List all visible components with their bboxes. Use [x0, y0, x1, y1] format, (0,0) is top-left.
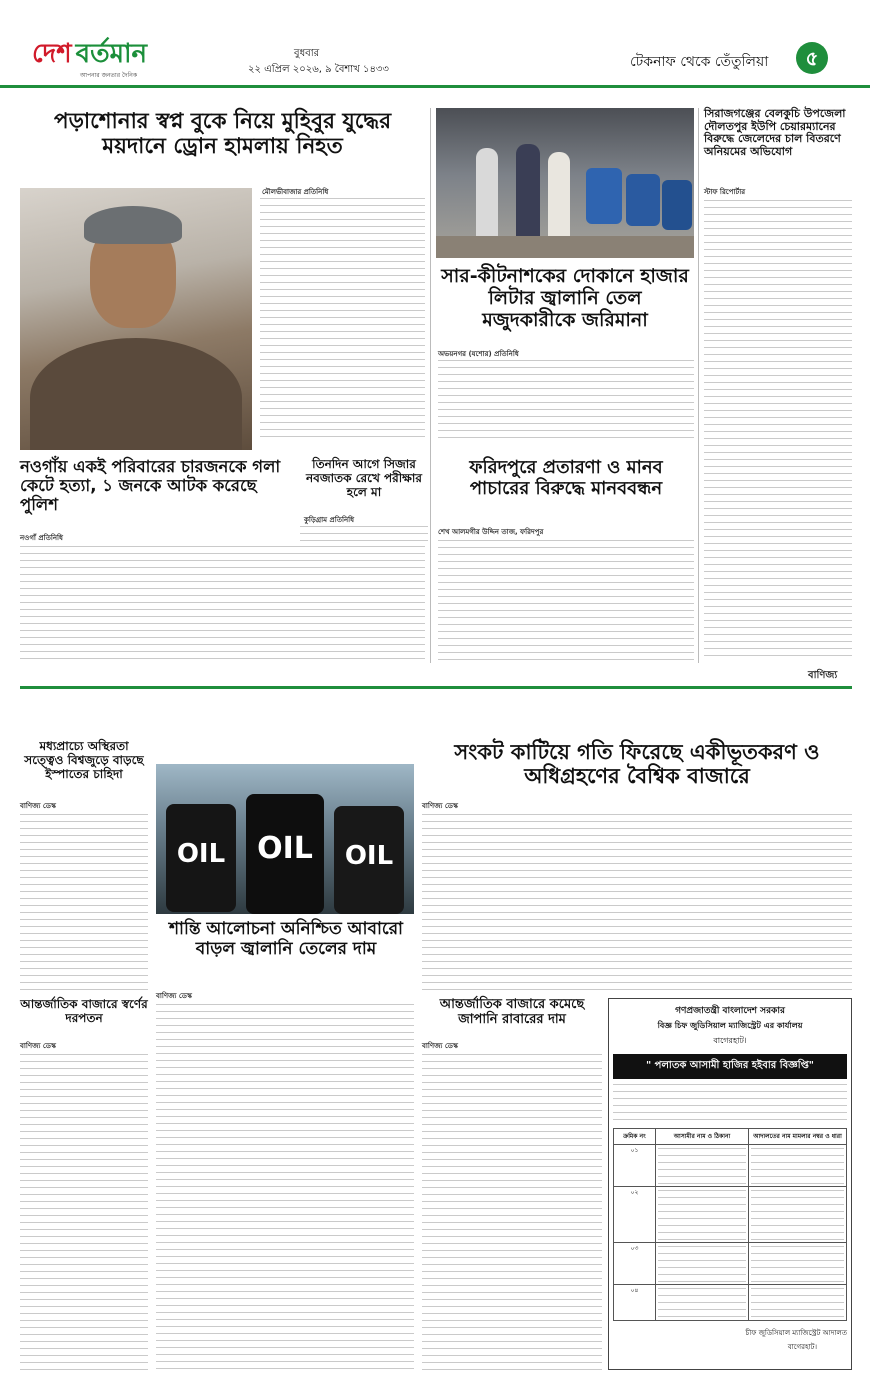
- notice-row-case: [749, 1187, 847, 1243]
- fuel-byline: অভয়নগর (যশোর) প্রতিনিধি: [438, 350, 519, 358]
- merger-body: [422, 814, 852, 990]
- table-row: [614, 1187, 847, 1243]
- steel-byline: বাণিজ্য ডেস্ক: [20, 802, 56, 810]
- oil-body: [156, 1004, 414, 1370]
- fuel-headline: সার-কীটনাশকের দোকানে হাজার লিটার জ্বালানি তেল মজুদকারীকে জরিমানা: [441, 265, 689, 331]
- table-row: [614, 1145, 847, 1187]
- masthead: [0, 0, 870, 88]
- drum-2: [626, 174, 660, 226]
- notice-place: বাগেরহাট।: [713, 1036, 747, 1045]
- notice-row-serial: ০১: [614, 1145, 656, 1187]
- oil-barrel-1: [166, 804, 236, 912]
- notice-col-accused: আসামীর নাম ও ঠিকানা: [655, 1129, 748, 1145]
- notice-row-accused: [655, 1145, 748, 1187]
- muhibur-photo: [20, 188, 252, 450]
- gold-byline: বাণিজ্য ডেস্ক: [20, 1042, 56, 1050]
- notice-row-accused: [655, 1187, 748, 1243]
- notice-col-case: আদালতের নাম মামলার নম্বর ও ধারা: [749, 1129, 847, 1145]
- faridpur-headline: ফরিদপুরে প্রতারণা ও মানব পাচারের বিরুদ্ধে মানববন্ধন: [469, 457, 663, 499]
- notice-govt: গণপ্রজাতন্ত্রী বাংলাদেশ সরকার: [675, 1006, 785, 1016]
- notice-row-serial: ০২: [614, 1187, 656, 1243]
- faridpur-body: [438, 540, 694, 662]
- page-number-value: ৫: [805, 46, 819, 70]
- steel-body: [20, 814, 148, 990]
- person-cap: [84, 206, 182, 244]
- drum-3: [662, 180, 692, 230]
- fuel-photo: [436, 108, 694, 258]
- notice-row-case: [749, 1243, 847, 1285]
- court-notice: [608, 998, 852, 1370]
- col-rule-1: [430, 108, 431, 663]
- notice-body: [613, 1084, 847, 1124]
- notice-footer-place: বাগেরহাট।: [787, 1343, 817, 1351]
- person-2: [516, 144, 540, 240]
- oil-barrel-3-label: OIL: [344, 841, 394, 871]
- notice-table: [613, 1128, 847, 1321]
- kurigram-headline: তিনদিন আগে সিজার নবজাতক রেখে পরীক্ষার হলে মা: [306, 457, 422, 499]
- notice-title: " পলাতক আসামী হাজির হইবার বিজ্ঞপ্তি": [613, 1054, 847, 1079]
- muhibur-headline: পড়াশোনার স্বপ্ন বুকে নিয়ে মুহিবুর যুদ্ধের ময়দানে ড্রোন হামলায় নিহত: [53, 109, 392, 159]
- oil-headline: শান্তি আলোচনা অনিশ্চিত আবারো বাড়ল জ্বালানি তেলের দাম: [168, 919, 403, 959]
- merger-headline: সংকট কাটিয়ে গতি ফিরেছে একীভূতকরণ ও অধিগ্রহণের বৈশ্বিক বাজারে: [454, 740, 820, 789]
- notice-row-serial: ০৪: [614, 1285, 656, 1321]
- table-row: [614, 1243, 847, 1285]
- merger-byline: বাণিজ্য ডেস্ক: [422, 802, 458, 810]
- oil-barrel-2: [246, 794, 324, 914]
- sirajganj-byline: স্টাফ রিপোর্টার: [704, 188, 746, 196]
- oil-photo: [156, 764, 414, 914]
- oil-barrel-3: [334, 806, 404, 914]
- rubber-byline: বাণিজ্য ডেস্ক: [422, 1042, 458, 1050]
- rubber-body: [422, 1054, 602, 1370]
- section-title: টেকনাফ থেকে তেঁতুলিয়া: [630, 54, 769, 70]
- faridpur-byline: শেখ আলমগীর উদ্দিন তাজ, ফরিদপুর: [438, 528, 544, 536]
- newspaper-logo: [32, 40, 147, 68]
- section-label: বাণিজ্য: [808, 670, 838, 681]
- logo-part-2: বর্তমান: [75, 39, 148, 69]
- naogaon-headline: নওগাঁয় একই পরিবারের চারজনকে গলা কেটে হত্যা, ১ জনকে আটক করেছে পুলিশ: [20, 457, 281, 514]
- kurigram-byline: কুড়িগ্রাম প্রতিনিধি: [304, 516, 355, 524]
- notice-row-serial: ০৩: [614, 1243, 656, 1285]
- muhibur-body: [260, 198, 425, 442]
- issue-date: ২২ এপ্রিল ২০২৬, ৯ বৈশাখ ১৪৩৩: [248, 64, 389, 75]
- notice-footer-court: চীফ জুডিসিয়াল ম্যাজিস্ট্রেট আদালত: [745, 1329, 847, 1337]
- oil-byline: বাণিজ্য ডেস্ক: [156, 992, 192, 1000]
- masthead-rule: [0, 85, 870, 88]
- gold-body: [20, 1054, 148, 1370]
- notice-row-accused: [655, 1285, 748, 1321]
- issue-day: বুধবার: [294, 48, 320, 59]
- muhibur-byline: মৌলভীবাজার প্রতিনিধি: [262, 188, 329, 196]
- naogaon-byline: নওগাঁ প্রতিনিধি: [20, 534, 63, 542]
- person-body: [30, 338, 242, 450]
- steel-headline: মধ্যপ্রাচ্যে অস্থিরতা সত্ত্বেও বিশ্বজুড়ে বাড়ছে ইস্পাতের চাহিদা: [24, 739, 144, 781]
- oil-barrel-2-label: OIL: [257, 831, 313, 866]
- page-number: [796, 42, 828, 74]
- sirajganj-body: [704, 200, 852, 662]
- oil-barrel-1-label: OIL: [176, 839, 226, 869]
- notice-row-case: [749, 1145, 847, 1187]
- notice-col-serial: ক্রমিক নং: [614, 1129, 656, 1145]
- gold-headline: আন্তর্জাতিক বাজারে স্বর্ণের দরপতন: [20, 997, 148, 1025]
- section-divider: [20, 686, 852, 689]
- fuel-body: [438, 360, 694, 442]
- sirajganj-headline: সিরাজগঞ্জের বেলকুচি উপজেলা দৌলতপুর ইউপি চেয়ারম্যানের বিরুদ্ধে জেলেদের চাল বিতরণে অনিয়মের অভিযোগ: [704, 107, 846, 158]
- notice-office: বিজ্ঞ চিফ জুডিসিয়াল ম্যাজিস্ট্রেট এর কার্যালয়: [657, 1021, 803, 1030]
- person-3: [548, 152, 570, 240]
- logo-part-1: দেশ: [32, 39, 72, 69]
- notice-row-accused: [655, 1243, 748, 1285]
- drum-1: [586, 168, 622, 224]
- naogaon-body: [20, 546, 425, 664]
- col-rule-2: [698, 108, 699, 663]
- table-row: [614, 1285, 847, 1321]
- logo-tagline: আপনার জনতার দৈনিক: [80, 72, 138, 79]
- kurigram-body: [300, 526, 428, 546]
- person-1: [476, 148, 498, 238]
- floor: [436, 236, 694, 258]
- rubber-headline: আন্তর্জাতিক বাজারে কমেছে জাপানি রাবারের দাম: [439, 997, 585, 1027]
- notice-row-case: [749, 1285, 847, 1321]
